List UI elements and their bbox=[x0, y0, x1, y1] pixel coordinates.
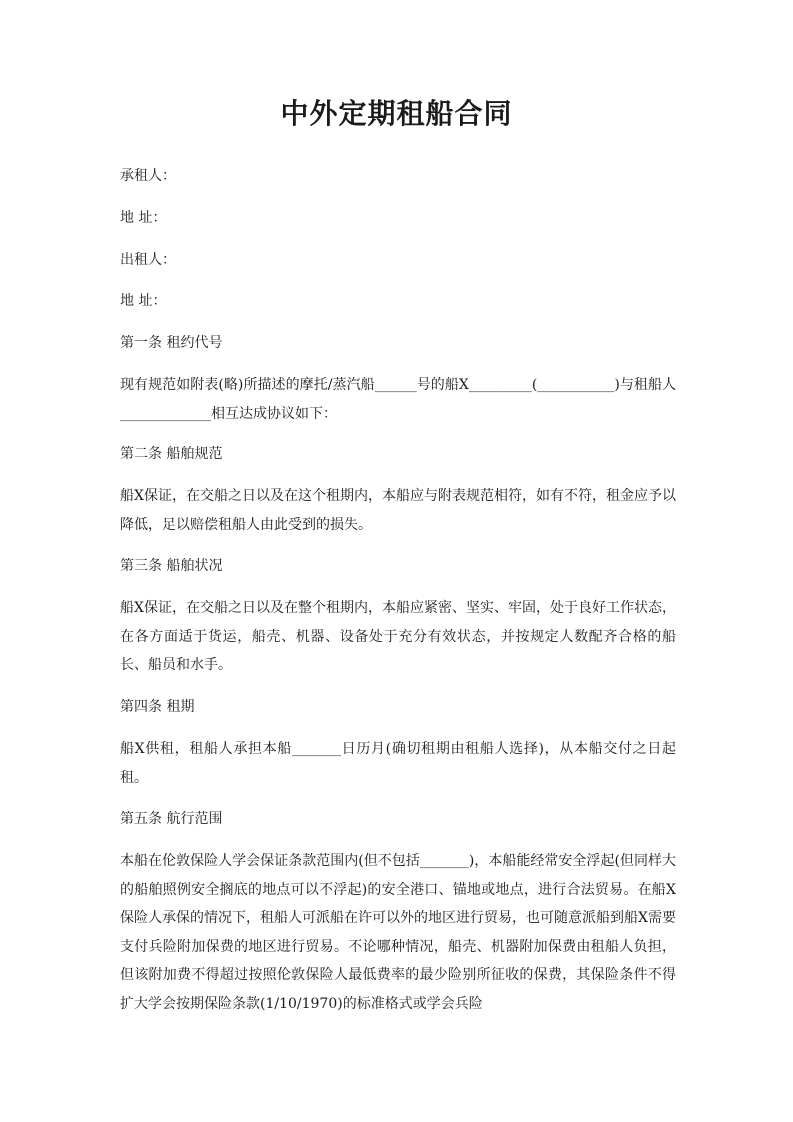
article-5-heading: 第五条 航行范围 bbox=[120, 811, 223, 827]
article-1-heading: 第一条 租约代号 bbox=[120, 335, 223, 351]
charterer-label: 承租人： bbox=[120, 168, 176, 184]
owner-label: 出租人： bbox=[120, 252, 176, 268]
document-title: 中外定期租船合同 bbox=[280, 97, 513, 130]
article-3-heading: 第三条 船舶状况 bbox=[120, 558, 223, 574]
article-2-body: 船X保证，在交船之日以及在这个租期内，本船应与附表规范相符，如有不符，租金应予以降低，足以赔偿租船人由此受到的损失。 bbox=[120, 488, 676, 533]
article-3-body: 船X保证，在交船之日以及在整个租期内，本船应紧密、坚实、牢固，处于良好工作状态，在各方面适于货运，船壳、机器、设备处于充分有效状态，并按规定人数配齐合格的船长、船员和水手。 bbox=[120, 600, 676, 673]
article-1-body: 现有规范如附表(略)所描述的摩托/蒸汽船______号的船X_________(___________)与租船人_____________相互达成协议如下： bbox=[120, 377, 676, 422]
article-4-body: 船X供租，租船人承担本船_______日历月(确切租期由租船人选择)，从本船交付之日起租。 bbox=[120, 741, 676, 786]
article-5-body: 本船在伦敦保险人学会保证条款范围内(但不包括_______)，本船能经常安全浮起(但同样大的船舶照例安全搁底的地点可以不浮起)的安全港口、锚地或地点，进行合法贸易。在船X保险人承保的情况下，租船人可派船在许可以外的地区进行贸易，也可随意派船到船X需要支付兵险附加保费的地区进行贸易。不论哪种情况，船壳、机器附加保费由租船人负担，但该附加费不得超过按照伦敦保险人最低费率的最少险别所征收的保费，其保险条件不得扩大学会按期保险条款(1/10/1970)的标准格式或学会兵险 bbox=[120, 853, 676, 1012]
owner-address-label: 地 址： bbox=[120, 293, 167, 309]
article-4-heading: 第四条 租期 bbox=[120, 699, 195, 715]
article-2-heading: 第二条 船舶规范 bbox=[120, 446, 223, 462]
charterer-address-label: 地 址： bbox=[120, 210, 167, 226]
